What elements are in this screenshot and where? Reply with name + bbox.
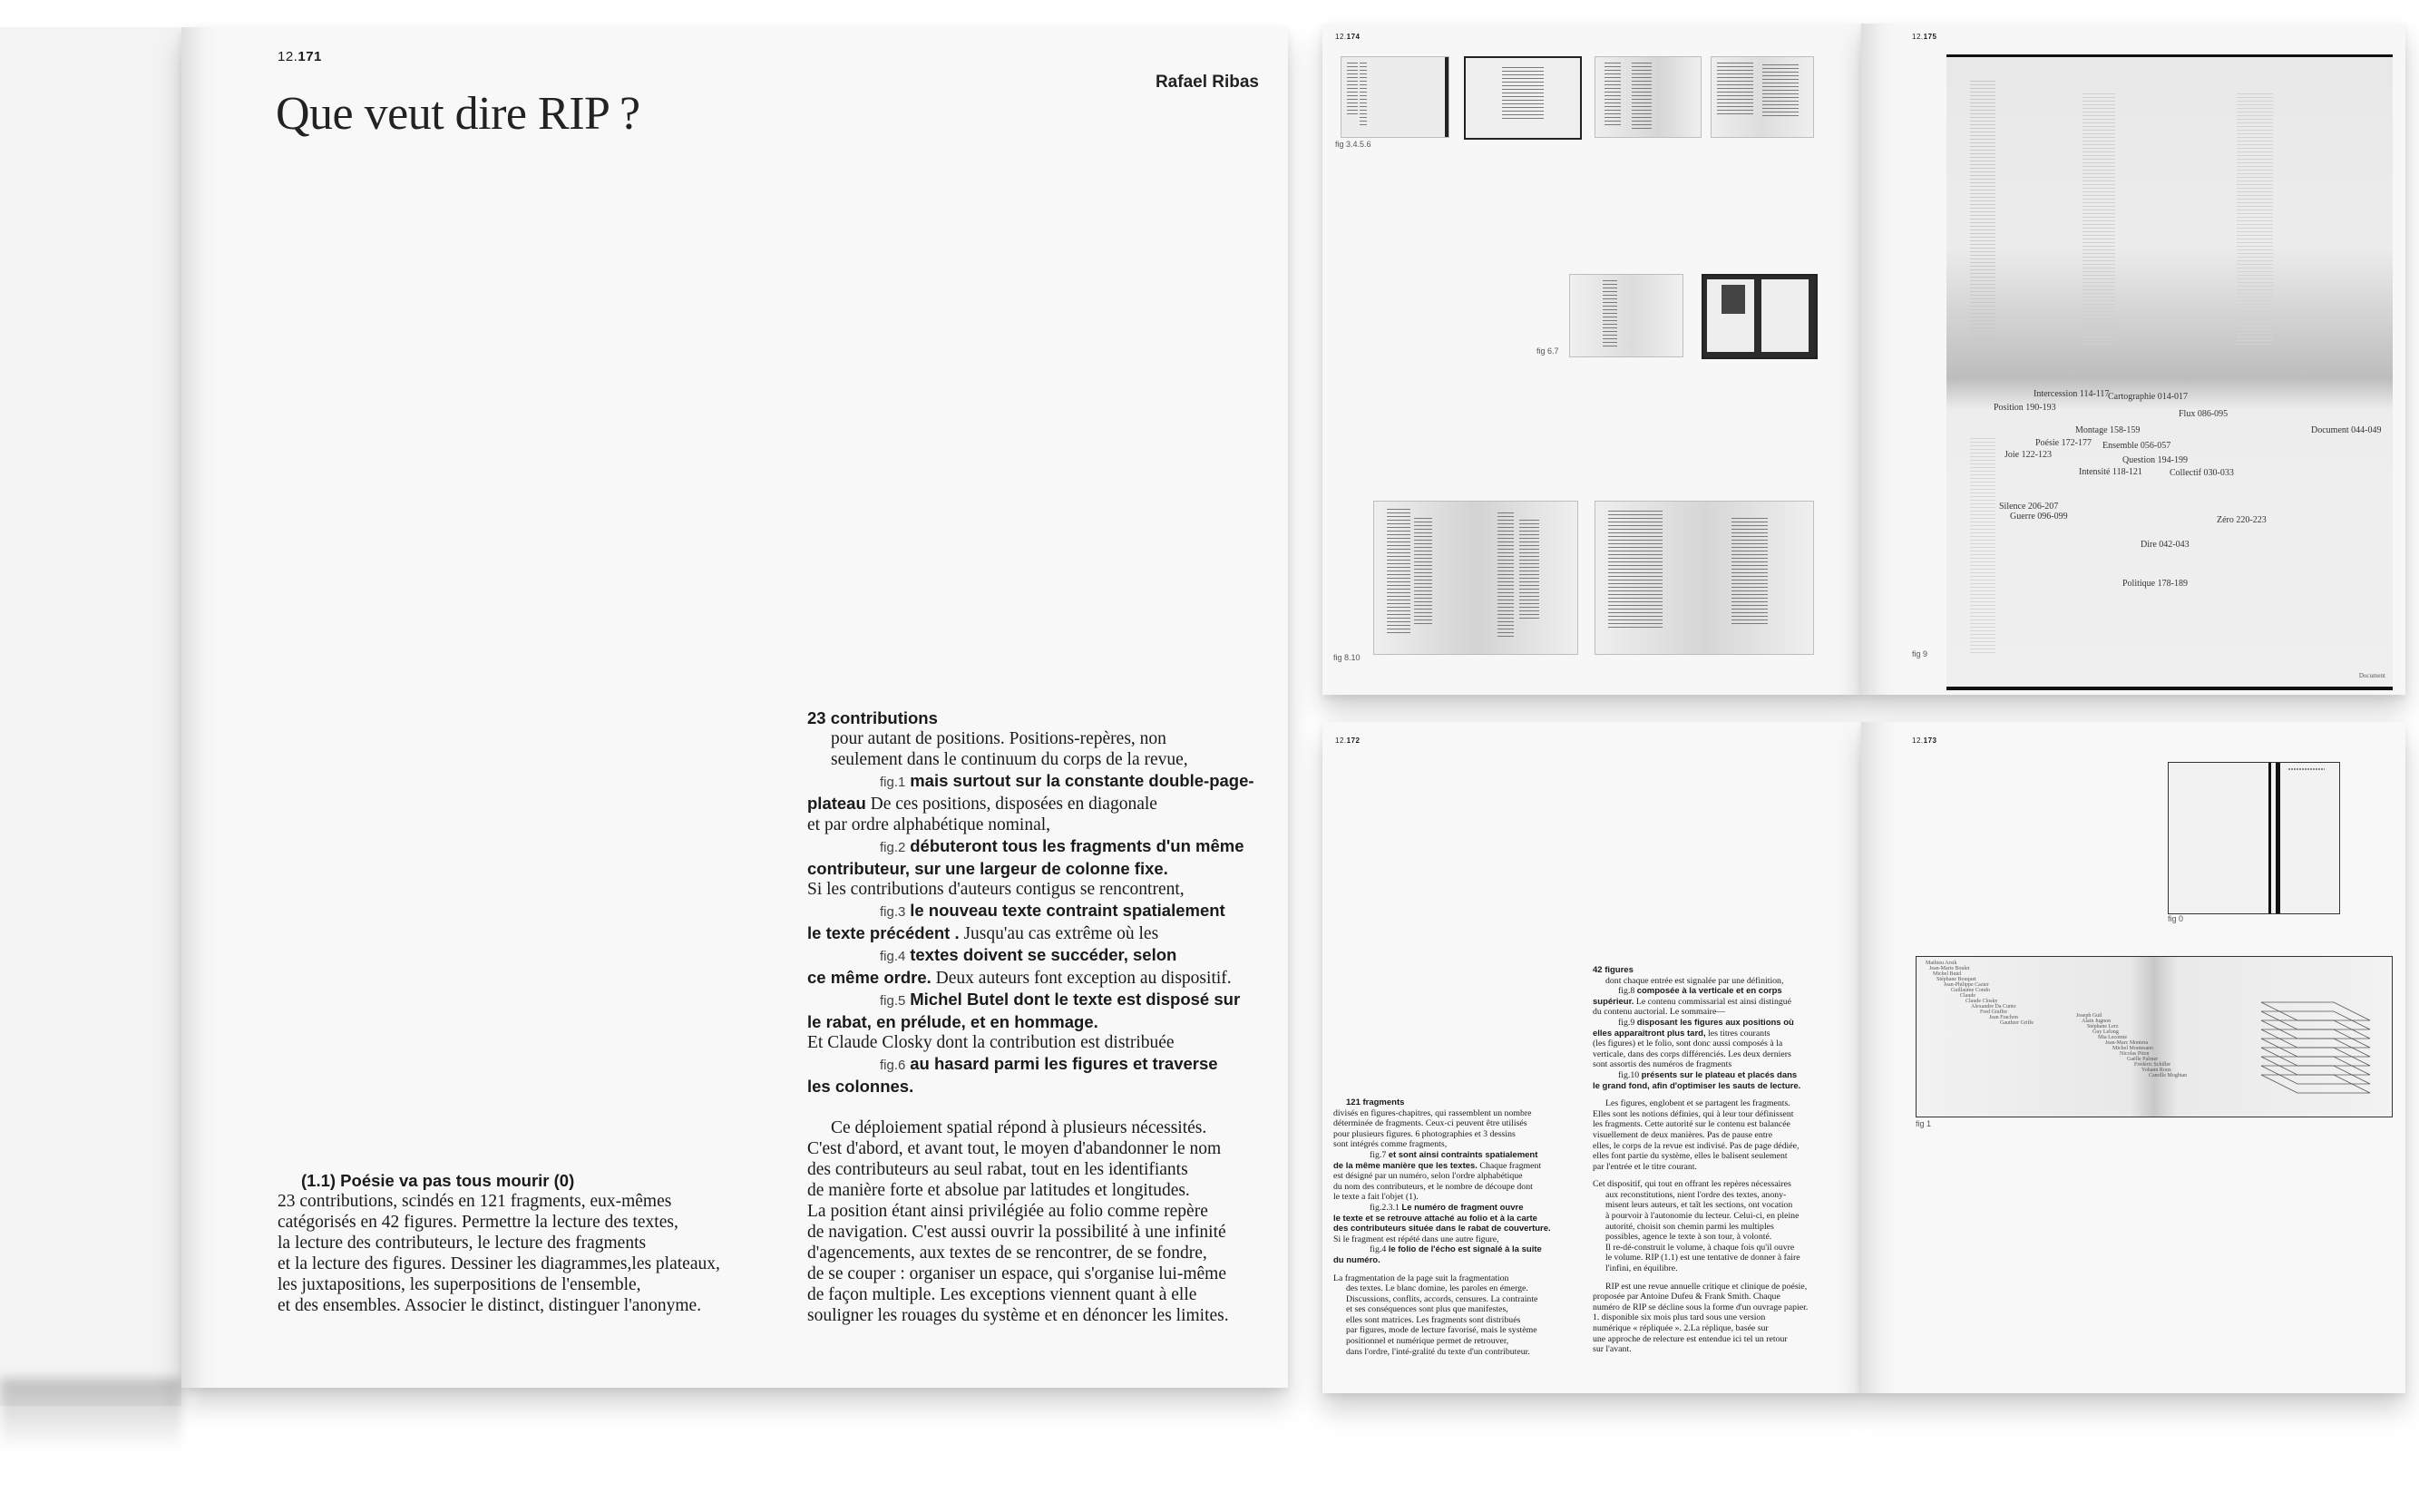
column-line: 1. disponible six mois plus tard sous une version xyxy=(1593,1312,1766,1323)
emphasis: le nouveau texte contraint spatialement xyxy=(910,901,1225,920)
map-label: Guerre 096-099 xyxy=(2010,512,2068,522)
column-line: autorité, choisit son chemin parmi les multiples xyxy=(1605,1221,1774,1232)
figure-caption: fig 9 xyxy=(1912,649,1928,658)
tree-name: Jean-Marie Boulet xyxy=(1929,966,1970,971)
tree-name: Mia Lecomte xyxy=(2098,1035,2128,1040)
column-heading: 42 figures xyxy=(1593,965,1634,975)
emphasis: le folio de l'écho est signalé à la suite xyxy=(1388,1244,1542,1255)
emphasis: supérieur. xyxy=(1593,996,1634,1007)
map-label: Flux 086-095 xyxy=(2179,409,2229,419)
column-line: par l'entrée et le titre courant. xyxy=(1593,1161,1697,1172)
map-label: Intercession 114-117 xyxy=(2034,389,2110,399)
column-line: à pourvoir à l'autonomie du lecteur. Celui-ci, en pleine xyxy=(1605,1211,1800,1222)
spine-shadow xyxy=(1861,24,1897,695)
figure-caption: fig 0 xyxy=(2168,914,2184,923)
column-line: elles sont matrices. Les fragments sont distribués xyxy=(1346,1314,1521,1325)
emphasis: le texte précédent . xyxy=(807,923,960,942)
column-line: positionnel et numérique permet de retrouver, xyxy=(1346,1336,1509,1347)
emphasis: au hasard parmi les figures et traverse xyxy=(910,1054,1218,1073)
figures-column xyxy=(1593,965,1808,1355)
column-line: l'infini, en équilibre. xyxy=(1605,1263,1678,1274)
tree-name: Stéphane Lerz xyxy=(2087,1024,2119,1029)
fig-ref: fig.4 xyxy=(1370,1244,1387,1255)
tree-name: Frédéric Schiller xyxy=(2134,1062,2171,1068)
column-line: pour autant de positions. Positions-repères, non xyxy=(831,729,1166,748)
emphasis: et sont ainsi contraints spatialement xyxy=(1388,1149,1538,1160)
map-label: Ensemble 056-057 xyxy=(2102,441,2171,451)
emphasis: elles apparaîtront plus tard, xyxy=(1593,1028,1706,1039)
emphasis: des contributeurs située dans le rabat de couverture. xyxy=(1333,1224,1551,1234)
tree-name: Guy Lelong xyxy=(2092,1029,2119,1035)
column-line: La position étant ainsi privilégiée au folio comme repère xyxy=(807,1202,1208,1221)
folio-prefix: 12. xyxy=(1912,33,1924,41)
thumbnail-spread xyxy=(1711,56,1814,138)
column-line: elles font partie du système, elles le balisent seulement xyxy=(1593,1151,1788,1162)
thumbnail-spread xyxy=(1341,56,1449,138)
column-line: Discussions, conflits, accords, censures. La contrainte xyxy=(1346,1293,1538,1304)
tree-name: Stéphane Bouquet xyxy=(1936,977,1976,982)
folio-number: 174 xyxy=(1346,33,1361,41)
tree-name: Nicolas Piton xyxy=(2120,1051,2150,1057)
tree-name: Fred Giuffre xyxy=(1980,1010,2008,1015)
column-line: dont chaque entrée est signalée par une définition, xyxy=(1605,975,1784,986)
fig-ref: fig.1 xyxy=(880,775,906,790)
column-line: par figures, mode de lecture favorisé, mais le système xyxy=(1346,1325,1537,1336)
emphasis: plateau xyxy=(807,794,866,813)
fig-ref: fig.2 xyxy=(880,840,906,855)
figure-caption: fig 1 xyxy=(1916,1119,1932,1128)
left-spread-back-page xyxy=(0,27,181,1406)
column-line: contributeur, sur une largeur de colonne fixe. xyxy=(807,859,1168,878)
tree-name: Yohann Roux xyxy=(2141,1068,2171,1073)
column-line: aux reconstitutions, nient l'ordre des textes, anony- xyxy=(1605,1189,1787,1200)
figure-caption: fig 8.10 xyxy=(1333,653,1361,662)
column-line xyxy=(807,770,1254,793)
map-label: Question 194-199 xyxy=(2122,455,2188,465)
column-line: verticale, dans des corps différenciés. Les deux derniers xyxy=(1593,1049,1791,1059)
tree-name: Jean-Marc Montera xyxy=(2105,1040,2149,1046)
fig-ref: fig.3 xyxy=(880,904,906,920)
tree-name: Michel Butel xyxy=(1933,971,1962,977)
map-label: Document 044-049 xyxy=(2311,425,2382,435)
spine-shadow xyxy=(1861,722,1897,1393)
column-text: Le contenu commissarial est ainsi distingué xyxy=(1635,996,1792,1007)
column-text: Deux auteurs font exception au dispositif. xyxy=(935,969,1232,988)
column-line: les colonnes. xyxy=(807,1077,914,1096)
column-heading: 121 fragments xyxy=(1346,1097,1405,1107)
map-label: Poésie 172-177 xyxy=(2035,438,2092,448)
thumbnail-spread xyxy=(1464,56,1582,140)
column-line: le rabat, en prélude, et en hommage. xyxy=(807,1012,1098,1031)
map-label: Silence 206-207 xyxy=(1999,502,2059,512)
stacked-pages-illustration xyxy=(2252,993,2379,1107)
column-line: sont intégrés comme fragments, xyxy=(1333,1139,1448,1150)
column-line xyxy=(807,967,1254,989)
left-spread-main-page xyxy=(181,27,1288,1388)
column-line: proposée par Antoine Dufeu & Frank Smith. Chaque xyxy=(1593,1292,1780,1302)
emphasis: débuteront tous les fragments d'un même xyxy=(910,836,1244,855)
column-line: les fragments. Cette autorité sur le contenu est balancée xyxy=(1593,1119,1790,1130)
thumbnail-spread xyxy=(1569,274,1683,357)
footer-word: Document xyxy=(2358,672,2385,679)
intro-line: catégorisés en 42 figures. Permettre la lecture des textes, xyxy=(278,1213,678,1232)
column-line: le texte a fait l'objet (1). xyxy=(1333,1192,1419,1203)
fig-ref: fig.6 xyxy=(880,1058,906,1073)
emphasis: du numéro. xyxy=(1333,1254,1380,1265)
column-line: le volume. RIP (1.1) est une tentative de donner à faire xyxy=(1605,1253,1800,1263)
column-line xyxy=(807,793,1254,815)
folio-prefix: 12. xyxy=(1335,33,1347,41)
column-line: possibles, agence le texte à son tour, à volonté. xyxy=(1605,1232,1772,1243)
thumbnail-spread xyxy=(1702,274,1818,359)
intro-line: 23 contributions, scindés en 121 fragments, eux-mêmes xyxy=(278,1192,672,1211)
map-label: Position 190-193 xyxy=(1994,403,2056,413)
intro-heading: (1.1) Poésie va pas tous mourir (0) xyxy=(301,1171,575,1190)
tree-name: Gauthier Griffe xyxy=(2000,1020,2034,1026)
column-line xyxy=(807,944,1254,967)
fragments-column xyxy=(1333,1097,1551,1357)
column-line: d'agencements, aux textes de se rencontrer, de se fondre, xyxy=(807,1244,1207,1263)
column-line xyxy=(807,835,1254,858)
column-line: des textes. Le blanc domine, les paroles en émerge. xyxy=(1346,1283,1528,1294)
column-line: est désigné par un numéro, selon l'ordre alphabétique xyxy=(1333,1171,1523,1182)
column-line: de façon multiple. Les exceptions viennent quant à elle xyxy=(807,1285,1197,1304)
fig-ref: fig.2.3.1 xyxy=(1370,1202,1400,1213)
column-line: souligner les rouages du système et en dénoncer les limites. xyxy=(807,1306,1229,1325)
emphasis: textes doivent se succéder, selon xyxy=(910,945,1177,964)
top-right-spread-left-page xyxy=(1322,24,1861,695)
column-line: seulement dans le continuum du corps de la revue, xyxy=(831,750,1188,769)
fig-ref: fig.5 xyxy=(880,993,906,1009)
column-line xyxy=(807,1053,1254,1076)
left-spread-shadow xyxy=(0,1379,181,1451)
intro-block xyxy=(278,1170,720,1316)
map-label: Dire 042-043 xyxy=(2141,540,2190,550)
tree-name: Joseph Guil xyxy=(2076,1013,2102,1019)
emphasis: présents sur le plateau et placés dans xyxy=(1641,1069,1798,1080)
map-label: Montage 158-159 xyxy=(2075,425,2141,435)
folio xyxy=(278,49,322,64)
figure-1-spread xyxy=(1916,956,2393,1117)
author-name: Rafael Ribas xyxy=(1155,73,1259,92)
column-line: misent leurs auteurs, et taît les sections, ont vocation xyxy=(1605,1200,1793,1211)
folio-number: 171 xyxy=(297,49,322,64)
intro-line: et des ensembles. Associer le distinct, distinguer l'anonyme. xyxy=(278,1296,702,1315)
map-label: Zéro 220-223 xyxy=(2217,515,2267,525)
emphasis: composée à la verticale et en corps xyxy=(1636,986,1782,997)
emphasis: de la même manière que les textes. xyxy=(1333,1160,1478,1171)
column-line: numéro de RIP se décline sous la forme d'un ouvrage papier. xyxy=(1593,1302,1809,1312)
folio xyxy=(1912,33,1936,41)
column-line xyxy=(807,989,1254,1011)
folio-prefix: 12. xyxy=(1912,736,1924,745)
tree-name: Jean Frachon xyxy=(1989,1015,2018,1020)
main-column xyxy=(807,707,1254,1326)
column-line: dans l'ordre, l'inté-gralité du texte d'un contributeur. xyxy=(1346,1346,1530,1357)
fig-ref: fig.8 xyxy=(1618,986,1635,997)
map-label: Politique 178-189 xyxy=(2122,579,2188,589)
emphasis: Michel Butel dont le texte est disposé sur xyxy=(910,990,1241,1009)
tree-name: Alain Jugnon xyxy=(2082,1019,2112,1024)
column-line: elles, le corps de la revue est indivisé. Pas de page dédiée, xyxy=(1593,1140,1800,1151)
emphasis: le grand fond, afin d'optimiser les sauts de lecture. xyxy=(1593,1080,1801,1091)
column-line: sont assortis des numéros de fragments xyxy=(1593,1059,1732,1070)
column-line: de navigation. C'est aussi ouvrir la possibilité à une infinité xyxy=(807,1223,1226,1242)
folio-prefix: 12. xyxy=(1335,736,1347,745)
column-line: Et Claude Closky dont la contribution est distribuée xyxy=(807,1033,1175,1052)
map-label: Collectif 030-033 xyxy=(2170,468,2234,478)
column-text: les titres courants xyxy=(1708,1028,1770,1039)
tree-name: Jean-Philippe Cazier xyxy=(1944,982,1989,988)
column-line: Les figures, englobent et se partagent les fragments. xyxy=(1605,1098,1790,1109)
column-text: De ces positions, disposées en diagonale xyxy=(870,795,1157,814)
column-line: des contributeurs au seul rabat, tout en les identifiants xyxy=(807,1160,1188,1179)
top-right-spread-right-page xyxy=(1861,24,2405,695)
folio xyxy=(1335,736,1360,745)
folio-number: 175 xyxy=(1923,33,1937,41)
tree-name: Michel Montesano xyxy=(2112,1046,2154,1051)
tree-name: Mathieu Arsik xyxy=(1926,961,1957,966)
column-line: déterminée de fragments. Ceux-ci peuvent être utilisés xyxy=(1333,1118,1527,1129)
column-heading: 23 contributions xyxy=(807,708,938,727)
emphasis: disposant les figures aux positions où xyxy=(1636,1017,1794,1028)
column-line: numérique « répliquée ». 2.La réplique, basée sur xyxy=(1593,1323,1769,1333)
column-line: pour plusieurs figures. 6 photographies et 3 dessins xyxy=(1333,1128,1516,1139)
column-line: du nom des contributeurs, et le nombre de découpe dont xyxy=(1333,1181,1533,1192)
column-line: Cet dispositif, qui tout en offrant les repères nécessaires xyxy=(1593,1179,1791,1190)
figure-9-map xyxy=(1946,54,2393,690)
column-line: Si les contributions d'auteurs contigus se rencontrent, xyxy=(807,880,1185,899)
column-line: Il re-dé-construit le volume, à chaque fois qu'il ouvre xyxy=(1605,1242,1795,1253)
column-line: une approche de relecture est entendue ici tel un retour xyxy=(1593,1333,1788,1344)
column-text: Chaque fragment xyxy=(1479,1160,1542,1171)
column-line: Si le fragment est répété dans une autre figure, xyxy=(1333,1234,1499,1244)
emphasis: ce même ordre. xyxy=(807,968,932,987)
map-label: Intensité 118-121 xyxy=(2079,467,2142,477)
emphasis: le texte et se retrouve attaché au folio et à la carte xyxy=(1333,1213,1537,1224)
tree-name: Camille Moghtan xyxy=(2149,1073,2188,1078)
bottom-right-spread-right-page xyxy=(1861,722,2405,1393)
figure-caption: fig 6.7 xyxy=(1536,346,1559,356)
figure-0-book xyxy=(2168,762,2340,914)
fig-ref: fig.9 xyxy=(1618,1017,1635,1028)
column-line: de manière forte et absolue par latitudes et longitudes. xyxy=(807,1181,1190,1200)
fig-ref: fig.10 xyxy=(1618,1069,1640,1080)
fig-ref: fig.4 xyxy=(880,949,906,964)
column-line: (les figures) et le folio, sont donc aussi composés à la xyxy=(1593,1039,1783,1049)
fig-ref: fig.7 xyxy=(1370,1149,1387,1160)
column-line: du contenu auctorial. Le sommaire— xyxy=(1593,1007,1726,1018)
column-line: Elles sont les notions définies, qui à leur tour définissent xyxy=(1593,1108,1794,1119)
thumbnail-spread xyxy=(1595,501,1814,655)
column-line: sur l'avant. xyxy=(1593,1344,1632,1355)
map-label: Joie 122-123 xyxy=(2004,450,2052,460)
tree-name: Gaëlle Palmer xyxy=(2127,1057,2159,1062)
column-line: La fragmentation de la page suit la fragmentation xyxy=(1333,1273,1509,1283)
column-line xyxy=(807,922,1254,944)
column-line: visuellement de deux manières. Pas de pause entre xyxy=(1593,1129,1773,1140)
intro-line: et la lecture des figures. Dessiner les diagrammes,les plateaux, xyxy=(278,1254,720,1273)
column-line xyxy=(807,900,1254,922)
map-label: Cartographie 014-017 xyxy=(2108,392,2189,402)
column-line: et par ordre alphabétique nominal, xyxy=(807,815,1051,834)
tree-name: Claude xyxy=(1960,993,1975,999)
intro-line: les juxtapositions, les superpositions de l'ensemble, xyxy=(278,1275,641,1294)
column-line: de se couper : organiser un espace, qui s'organise lui-même xyxy=(807,1264,1226,1283)
thumbnail-spread xyxy=(1595,56,1702,138)
page-title: Que veut dire RIP ? xyxy=(276,88,640,140)
folio-prefix: 12. xyxy=(278,49,298,64)
folio-number: 172 xyxy=(1346,736,1361,745)
column-line: C'est d'abord, et avant tout, le moyen d'abandonner le nom xyxy=(807,1139,1222,1158)
folio xyxy=(1912,736,1936,745)
column-line: divisés en figures-chapitres, qui rassemblent un nombre xyxy=(1333,1107,1532,1118)
column-line: RIP est une revue annuelle critique et clinique de poésie, xyxy=(1605,1281,1808,1292)
figure-caption: fig 3.4.5.6 xyxy=(1335,140,1371,149)
folio xyxy=(1335,33,1360,41)
tree-name: Claude Closky xyxy=(1965,999,1998,1004)
thumbnail-spread xyxy=(1373,501,1578,655)
column-line: Ce déploiement spatial répond à plusieurs nécessités. xyxy=(831,1118,1207,1137)
emphasis: mais surtout sur la constante double-page- xyxy=(910,771,1254,790)
spine-shadow xyxy=(181,27,218,1388)
intro-line: la lecture des contributeurs, le lecture des fragments xyxy=(278,1234,647,1253)
emphasis: Le numéro de fragment ouvre xyxy=(1401,1202,1524,1213)
tree-name: Alexandre Da Cunto xyxy=(1971,1004,2016,1010)
folio-number: 173 xyxy=(1923,736,1937,745)
bottom-right-spread-left-page xyxy=(1322,722,1861,1393)
column-line: et ses conséquences sont plus que manifestes, xyxy=(1346,1304,1508,1315)
tree-name: Guillaume Condo xyxy=(1951,988,1990,993)
column-text: Jusqu'au cas extrême où les xyxy=(963,924,1159,943)
